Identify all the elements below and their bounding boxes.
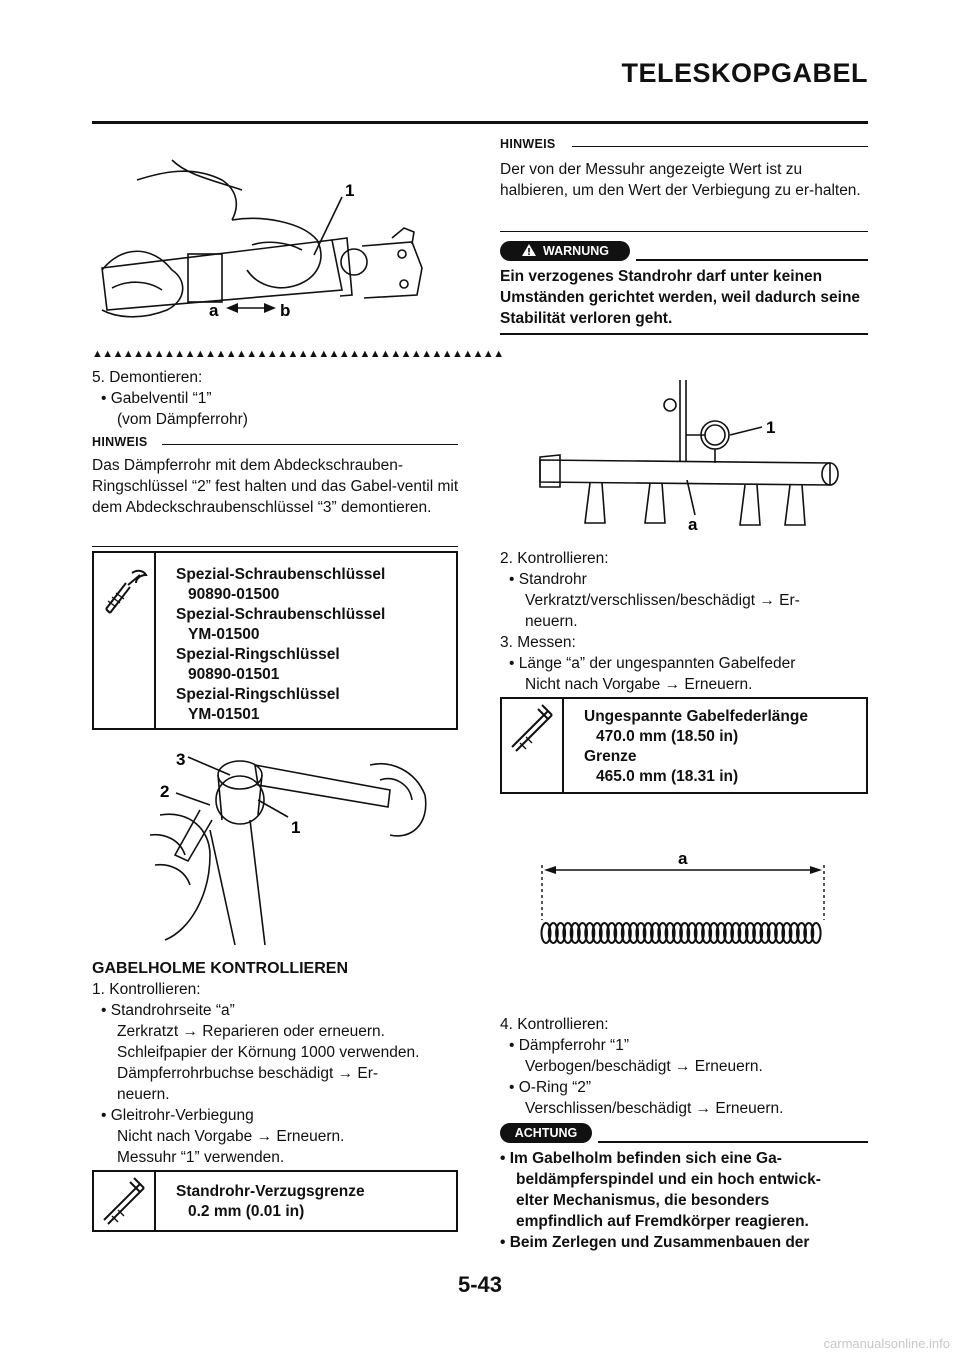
check-4-line-1: Verbogen/beschädigt → Erneuern. xyxy=(525,1058,763,1075)
tool-line: 90890-01500 xyxy=(188,586,280,603)
spring-icon-cell xyxy=(502,699,564,792)
tool-line: YM-01501 xyxy=(188,706,260,723)
check-4-line-2: Verschlissen/beschädigt → Erneuern. xyxy=(525,1100,784,1117)
tool-line: Spezial-Schraubenschlüssel xyxy=(176,566,386,583)
figure-fork-hands xyxy=(92,150,458,330)
bend-limit-box xyxy=(92,1170,458,1232)
tool-icon-cell xyxy=(94,553,156,728)
wrench-tool-icon xyxy=(96,561,152,621)
check-1-bullet-1: • Standrohrseite “a” xyxy=(101,1002,235,1019)
caliper-measure-icon-2 xyxy=(504,701,560,757)
caution-line-4: empfindlich auf Fremdkörper reagieren. xyxy=(516,1213,809,1230)
note-end-rule-1 xyxy=(92,546,458,547)
tool-line: 90890-01501 xyxy=(188,666,280,683)
warning-end-rule xyxy=(500,333,868,335)
warning-badge xyxy=(500,241,630,261)
check-1-line-6: Messuhr “1” verwenden. xyxy=(117,1149,285,1166)
fig2-label-2: 2 xyxy=(160,782,170,801)
measure-3-bullet: • Länge “a” der ungespannten Gabelfeder xyxy=(509,655,796,672)
check-1-line-1: Zerkratzt → Reparieren oder erneuern. xyxy=(117,1023,385,1040)
caution-line-3: elter Mechanismus, die besonders xyxy=(516,1192,770,1209)
note-text-1: Das Dämpferrohr mit dem Abdeckschrauben-Ringschlüssel “2” fest halten und das Gabel-ventil mit dem Abdeckschraubenschlüssel “3” demontieren. xyxy=(92,457,459,516)
tool-line: Spezial-Ringschlüssel xyxy=(176,686,340,703)
caution-badge: ACHTUNG xyxy=(500,1123,592,1143)
caution-rule xyxy=(598,1141,868,1143)
check-2-bullet: • Standrohr xyxy=(509,571,587,588)
warning-triangle-icon xyxy=(521,243,537,257)
check-2-line-2: neuern. xyxy=(525,613,578,630)
fig3-label-a: a xyxy=(688,515,698,534)
triangle-separator: ▲▲▲▲▲▲▲▲▲▲▲▲▲▲▲▲▲▲▲▲▲▲▲▲▲▲▲▲▲▲▲▲▲▲▲▲▲▲▲▲ xyxy=(92,348,504,360)
tool-line: Spezial-Ringschlüssel xyxy=(176,646,340,663)
page-title: TELESKOPGABEL xyxy=(621,58,868,88)
caution-line-2: beldämpferspindel und ein hoch entwick- xyxy=(516,1171,821,1188)
figure-dial-gauge xyxy=(530,375,850,535)
page-number: 5-43 xyxy=(457,1272,503,1297)
fig1-label-1: 1 xyxy=(345,181,355,200)
caliper-measure-icon xyxy=(96,1174,152,1230)
fig2-label-3: 3 xyxy=(176,750,186,769)
warning-label: WARNUNG xyxy=(543,244,609,258)
check-1-line-3: Dämpferrohrbuchse beschädigt → Er- xyxy=(117,1065,379,1082)
check-2-line-1: Verkratzt/verschlissen/beschädigt → Er- xyxy=(525,592,800,609)
note-rule-2 xyxy=(572,146,868,147)
fig2-label-1: 1 xyxy=(291,818,301,837)
fig4-label-a: a xyxy=(678,849,688,868)
tool-line: Spezial-Schraubenschlüssel xyxy=(176,606,386,623)
note-label-2: HINWEIS xyxy=(500,137,556,151)
spring-limit-title: Grenze xyxy=(584,748,637,765)
spring-length-title: Ungespannte Gabelfederlänge xyxy=(584,708,808,725)
section-heading: GABELHOLME KONTROLLIEREN xyxy=(92,960,348,977)
special-tools-box xyxy=(92,551,458,730)
fig1-label-b: b xyxy=(280,301,291,320)
step-5: 5. Demontieren: xyxy=(92,369,203,386)
fig1-label-a: a xyxy=(209,301,219,320)
check-2: 2. Kontrollieren: xyxy=(500,550,609,567)
note-rule-1 xyxy=(162,444,458,445)
warning-rule xyxy=(636,259,868,261)
measure-3-line-1: Nicht nach Vorgabe → Erneuern. xyxy=(525,676,753,693)
bend-limit-title: Standrohr-Verzugsgrenze xyxy=(176,1183,365,1200)
limit-icon-cell xyxy=(94,1172,156,1230)
check-4-bullet-1: • Dämpferrohr “1” xyxy=(509,1037,629,1054)
spring-limit-value: 465.0 mm (18.31 in) xyxy=(596,768,739,785)
bend-limit-value: 0.2 mm (0.01 in) xyxy=(188,1203,305,1220)
check-1-line-2: Schleifpapier der Körnung 1000 verwenden. xyxy=(117,1044,420,1061)
check-4: 4. Kontrollieren: xyxy=(500,1016,609,1033)
warning-text: Ein verzogenes Standrohr darf unter keinen Umständen gerichtet werden, weil dadurch seine Stabilität verloren geht. xyxy=(500,268,861,327)
figure-spring xyxy=(530,850,840,950)
special-tools-list xyxy=(176,565,385,725)
spring-length-value: 470.0 mm (18.50 in) xyxy=(596,728,739,745)
check-1-line-5: Nicht nach Vorgabe → Erneuern. xyxy=(117,1128,345,1145)
tool-line: YM-01500 xyxy=(188,626,260,643)
note-text-2: Der von der Messuhr angezeigte Wert ist zu halbieren, um den Wert der Verbiegung zu er-halten. xyxy=(500,161,861,199)
step-5-bullet: • Gabelventil “1” xyxy=(101,390,212,407)
measure-3: 3. Messen: xyxy=(500,634,576,651)
caution-bullet-1: • Im Gabelholm befinden sich eine Ga- xyxy=(500,1150,782,1167)
watermark: carmanualsonline.info xyxy=(823,1336,950,1351)
caution-bullet-2: • Beim Zerlegen und Zusammenbauen der xyxy=(500,1234,810,1251)
check-1-line-4: neuern. xyxy=(117,1086,170,1103)
spring-coils xyxy=(542,923,821,943)
fig3-label-1: 1 xyxy=(766,418,776,437)
check-1: 1. Kontrollieren: xyxy=(92,981,201,998)
note-label-1: HINWEIS xyxy=(92,435,148,449)
check-4-bullet-2: • O-Ring “2” xyxy=(509,1079,592,1096)
step-5-sub: (vom Dämpferrohr) xyxy=(117,411,248,428)
note-end-rule-2 xyxy=(500,231,868,232)
check-1-bullet-2: • Gleitrohr-Verbiegung xyxy=(101,1107,254,1124)
spring-length-box xyxy=(500,697,868,794)
figure-wrenches xyxy=(140,745,430,945)
header-rule xyxy=(92,121,868,124)
